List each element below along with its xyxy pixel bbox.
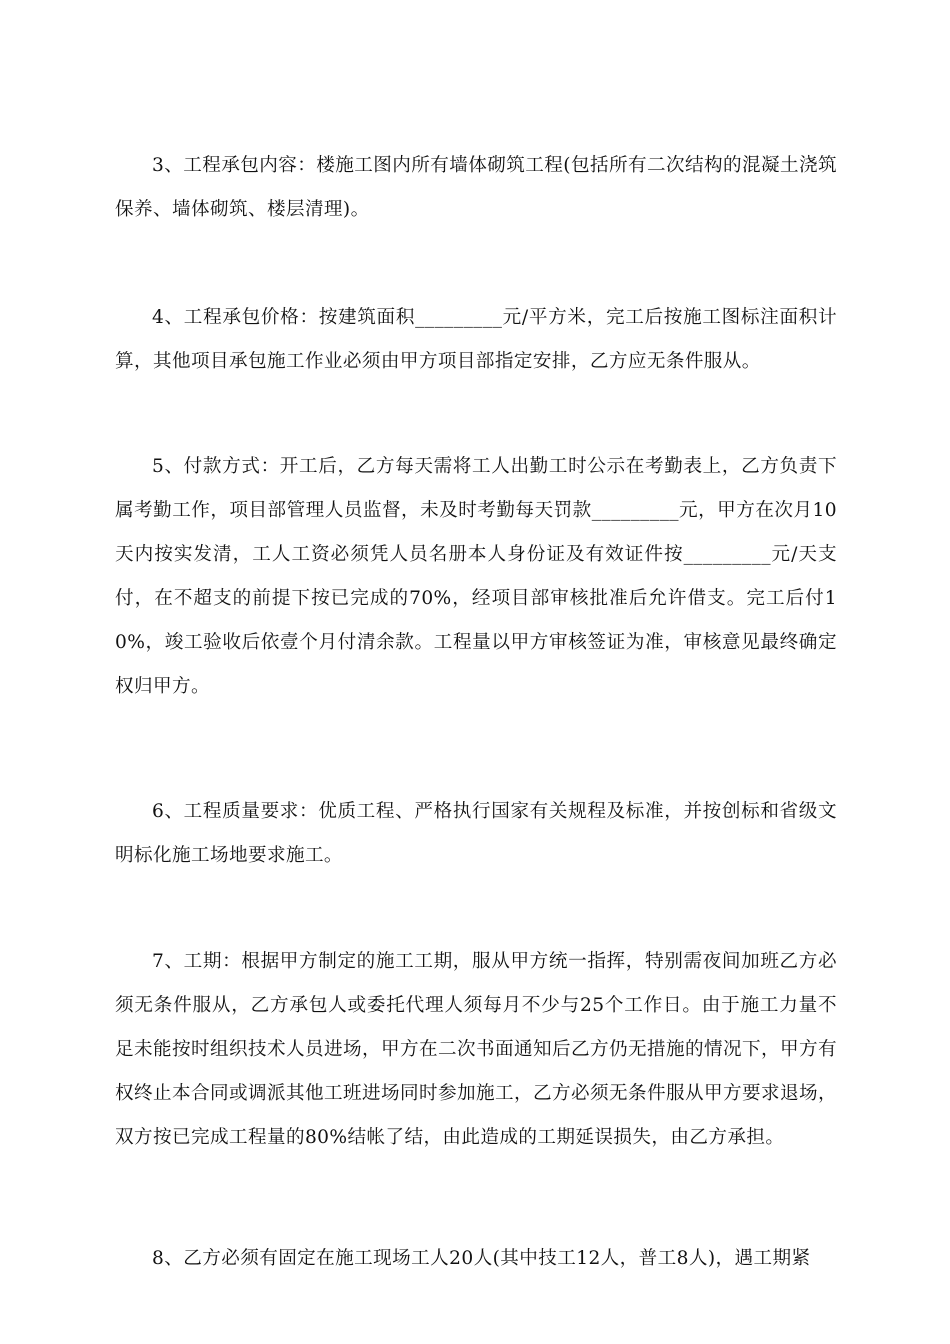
clause-7-construction-period: 7、工期：根据甲方制定的施工工期，服从甲方统一指挥，特别需夜间加班乙方必须无条件服从，乙方承包人或委托代理人须每月不少与25个工作日。由于施工力量不足未能按时组织技术人员进场，甲方在二次书面通知后乙方仍无措施的情况下，甲方有权终止本合同或调派其他工班进场同时参加施工，乙方必须无条件服从甲方要求退场，双方按已完成工程量的80%结帐了结，由此造成的工期延误损失，由乙方承担。 <box>115 951 837 1148</box>
clause-6-quality-requirements: 6、工程质量要求：优质工程、严格执行国家有关规程及标准，并按创标和省级文明标化施工场地要求施工。 <box>115 801 837 866</box>
clause-4-contract-price: 4、工程承包价格：按建筑面积_________元/平方米，完工后按施工图标注面积计算，其他项目承包施工作业必须由甲方项目部指定安排，乙方应无条件服从。 <box>115 307 837 372</box>
clause-3-contract-scope: 3、工程承包内容：楼施工图内所有墙体砌筑工程(包括所有二次结构的混凝土浇筑保养、墙体砌筑、楼层清理)。 <box>115 155 837 220</box>
clause-8-site-workers: 8、乙方必须有固定在施工现场工人20人(其中技工12人，普工8人)，遇工期紧 <box>152 1248 811 1269</box>
clause-5-payment-method: 5、付款方式：开工后，乙方每天需将工人出勤工时公示在考勤表上，乙方负责下属考勤工作，项目部管理人员监督，未及时考勤每天罚款_________元，甲方在次月10天内按实发清，工人工资必须凭人员名册本人身份证及有效证件按_________元/天支付，在不超支的前提下按已完成的70%，经项目部审核批准后允许借支。完工后付10%，竣工验收后依壹个月付清余款。工程量以甲方审核签证为准，审核意见最终确定权归甲方。 <box>115 456 837 697</box>
